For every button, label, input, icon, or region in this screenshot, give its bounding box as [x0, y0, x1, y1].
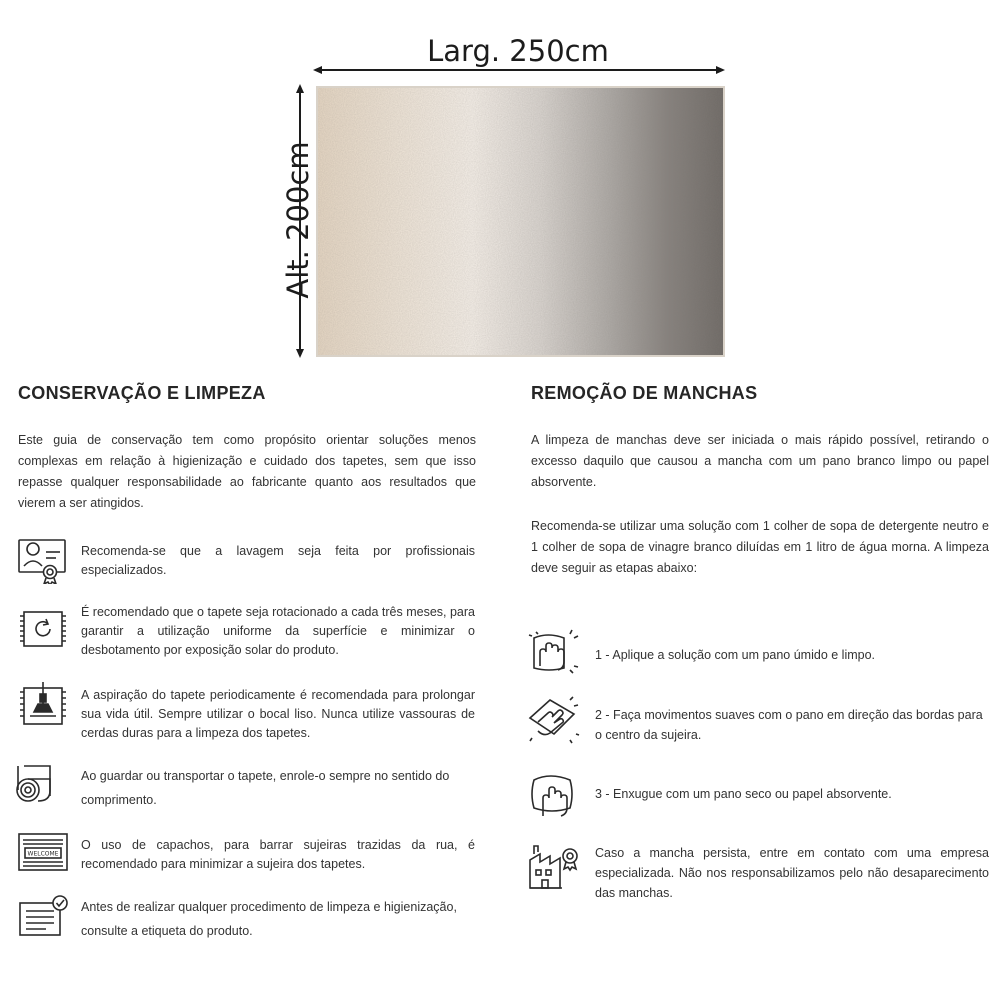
rolled-rug-icon [14, 758, 70, 810]
stains-intro-1: A limpeza de manchas deve ser iniciada o mais rápido possível, retirando o excesso daquilo que causou a mancha com um pano branco limpo ou papel absorvente. [531, 433, 989, 489]
professional-certificate-icon [16, 532, 72, 584]
hand-cloth-apply-icon [526, 626, 582, 678]
hand-cloth-wipe-icon [526, 694, 582, 746]
stains-final: Caso a mancha persista, entre em contato com uma empresa especializada. Não nos responsabilizamos pelo não desaparecimento das manchas. [595, 846, 989, 900]
conservation-item-4: Ao guardar ou transportar o tapete, enrole-o sempre no sentido do comprimento. [81, 769, 450, 807]
rug-width-label: Larg. 250cm [427, 34, 609, 68]
conservation-intro: Este guia de conservação tem como propósito orientar soluções menos complexas em relação à higienização e cuidado dos tapetes, sem que isso repasse qualquer responsabilidade ao fabricante quanto aos resultados que vierem a ser atingidos. [18, 433, 476, 510]
stains-title: REMOÇÃO DE MANCHAS [531, 383, 758, 403]
vacuum-rug-icon [16, 680, 72, 732]
welcome-doormat-icon [16, 828, 72, 880]
hand-cloth-dry-icon [526, 770, 582, 822]
conservation-item-5: O uso de capachos, para barrar sujeiras trazidas da rua, é recomendado para minimizar a sujeira dos tapetes. [81, 838, 475, 871]
conservation-item-2: É recomendado que o tapete seja rotacionado a cada três meses, para garantir a utilização uniforme da superfície e minimizar o desbotamento por exposição solar do produto. [81, 605, 476, 657]
company-building-icon [526, 840, 582, 892]
rotate-rug-icon [16, 604, 72, 656]
label-check-icon [16, 893, 72, 945]
width-arrow-icon [313, 64, 725, 76]
conservation-item-6: Antes de realizar qualquer procedimento de limpeza e higienização, consulte a etiqueta do produto. [81, 900, 457, 938]
conservation-item-3: A aspiração do tapete periodicamente é recomendada para prolongar sua vida útil. Sempre utilizar o bocal liso. Nunca utilize vassouras de cerdas duras para a limpeza dos tapetes. [81, 688, 475, 740]
stains-step-1: 1 - Aplique a solução com um pano úmido e limpo. [595, 648, 876, 662]
doormat-word: WELCOME [27, 850, 59, 858]
rug-image [316, 86, 725, 357]
stains-step-3: 3 - Enxugue com um pano seco ou papel absorvente. [595, 787, 892, 801]
rug-height-label: Alt. 200cm [281, 141, 315, 299]
stains-step-2: 2 - Faça movimentos suaves com o pano em direção das bordas para o centro da sujeira. [595, 708, 983, 742]
stains-intro-2: Recomenda-se utilizar uma solução com 1 colher de sopa de detergente neutro e 1 colher de sopa de vinagre branco diluídas em 1 litro de água morna. A limpeza deve seguir as etapas abaixo: [531, 519, 989, 575]
conservation-item-1: Recomenda-se que a lavagem seja feita por profissionais especializados. [81, 544, 475, 577]
conservation-title: CONSERVAÇÃO E LIMPEZA [18, 383, 266, 403]
